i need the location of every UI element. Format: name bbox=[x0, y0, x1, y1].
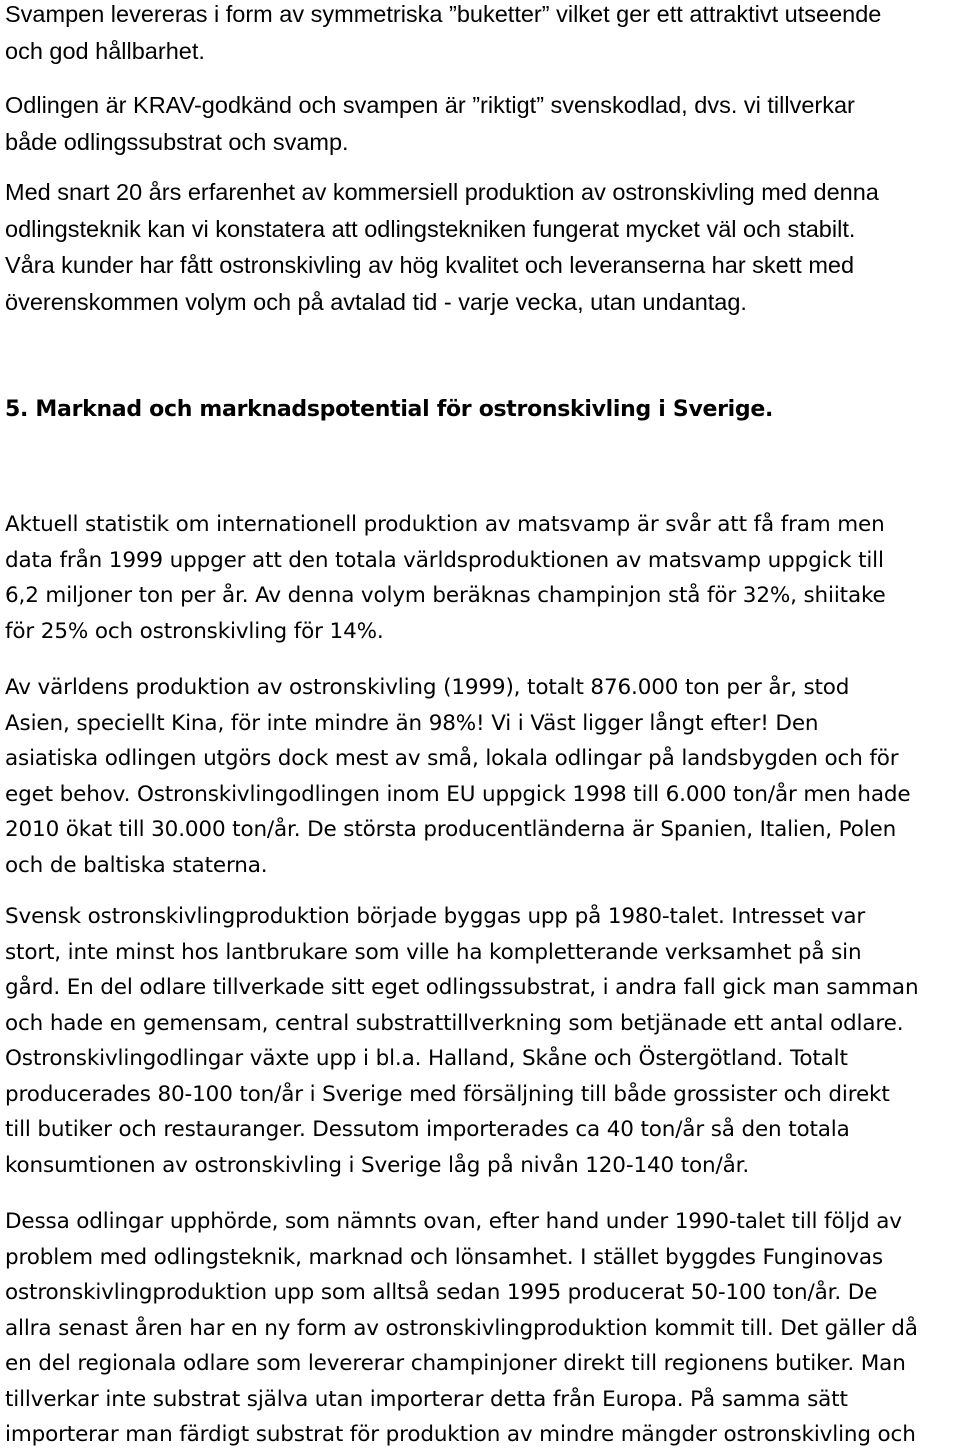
paragraph-statistics bbox=[5, 507, 886, 649]
text-line: asiatiska odlingen utgörs dock mest av små, lokala odlingar på landsbygden och för bbox=[5, 746, 899, 771]
text-line: 2010 ökat till 30.000 ton/år. De största producentländerna är Spanien, Italien, Polen bbox=[5, 817, 897, 842]
text-line: 6,2 miljoner ton per år. Av denna volym beräknas champinjon stå för 32%, shiitake bbox=[5, 583, 886, 608]
text-line: Ostronskivlingodlingar växte upp i bl.a. Halland, Skåne och Östergötland. Totalt bbox=[5, 1046, 848, 1071]
text-line: Svensk ostronskivlingproduktion började byggas upp på 1980-talet. Intresset var bbox=[5, 904, 866, 929]
paragraph-swedish-production bbox=[5, 899, 918, 1183]
paragraph-bouquets bbox=[5, 0, 881, 69]
text-line: till butiker och restauranger. Dessutom importerades ca 40 ton/år så den totala bbox=[5, 1117, 850, 1142]
text-line: eget behov. Ostronskivlingodlingen inom EU uppgick 1998 till 6.000 ton/år men hade bbox=[5, 781, 911, 807]
section-heading: 5. Marknad och marknadspotential för ostronskivling i Sverige. bbox=[5, 397, 774, 422]
text-line: Våra kunder har fått ostronskivling av hög kvalitet och leveranserna har skett med bbox=[5, 252, 855, 278]
text-line: tillverkar inte substrat själva utan importerar detta från Europa. På samma sätt bbox=[5, 1386, 848, 1412]
text-line: producerades 80-100 ton/år i Sverige med försäljning till både grossister och direkt bbox=[5, 1081, 890, 1107]
text-line: problem med odlingsteknik, marknad och lönsamhet. I stället byggdes Funginovas bbox=[5, 1244, 883, 1270]
text-line: stort, inte minst hos lantbrukare som ville ha kompletterande verksamhet på sin bbox=[5, 939, 862, 965]
text-line: odlingsteknik kan vi konstatera att odlingstekniken fungerat mycket väl och stabilt. bbox=[5, 215, 856, 242]
text-line: och hade en gemensam, central substrattillverkning som betjänade ett antal odlare. bbox=[5, 1010, 904, 1036]
text-line: Odlingen är KRAV-godkänd och svampen är ”riktigt” svenskodlad, dvs. vi tillverkar bbox=[5, 92, 855, 118]
paragraph-experience bbox=[5, 174, 879, 320]
paragraph-krav bbox=[5, 87, 855, 160]
text-line: konsumtionen av ostronskivling i Sverige låg på nivån 120-140 ton/år. bbox=[5, 1152, 749, 1178]
paragraph-decline bbox=[5, 1204, 918, 1453]
text-line: överenskommen volym och på avtalad tid - varje vecka, utan undantag. bbox=[5, 288, 747, 315]
text-line: importerar man färdigt substrat för produktion av mindre mängder ostronskivling och bbox=[5, 1422, 916, 1447]
text-line: för 25% och ostronskivling för 14%. bbox=[5, 618, 384, 644]
text-line: data från 1999 uppger att den totala världsproduktionen av matsvamp uppgick till bbox=[5, 547, 884, 573]
text-line: Med snart 20 års erfarenhet av kommersiell produktion av ostronskivling med denna bbox=[5, 179, 879, 205]
text-line: och god hållbarhet. bbox=[5, 37, 205, 64]
text-line: ostronskivlingproduktion upp som alltså sedan 1995 producerat 50-100 ton/år. De bbox=[5, 1280, 878, 1305]
text-line: både odlingssubstrat och svamp. bbox=[5, 128, 349, 155]
text-line: allra senast åren har en ny form av ostronskivlingproduktion kommit till. Det gäller då bbox=[5, 1315, 918, 1341]
text-line: Aktuell statistik om internationell produktion av matsvamp är svår att få fram men bbox=[5, 512, 885, 537]
paragraph-world-production bbox=[5, 670, 911, 883]
text-line: Dessa odlingar upphörde, som nämnts ovan, efter hand under 1990-talet till följd av bbox=[5, 1209, 902, 1234]
text-line: gård. En del odlare tillverkade sitt eget odlingssubstrat, i andra fall gick man samman bbox=[5, 975, 919, 1000]
text-line: Svampen levereras i form av symmetriska ”buketter” vilket ger ett attraktivt utseende bbox=[5, 1, 882, 27]
text-line: och de baltiska staterna. bbox=[5, 852, 268, 878]
text-line: Asien, speciellt Kina, för inte mindre än 98%! Vi i Väst ligger långt efter! Den bbox=[5, 710, 819, 736]
text-line: en del regionala odlare som levererar champinjoner direkt till regionens butiker. Man bbox=[5, 1351, 906, 1376]
text-line: Av världens produktion av ostronskivling (1999), totalt 876.000 ton per år, stod bbox=[5, 675, 850, 700]
